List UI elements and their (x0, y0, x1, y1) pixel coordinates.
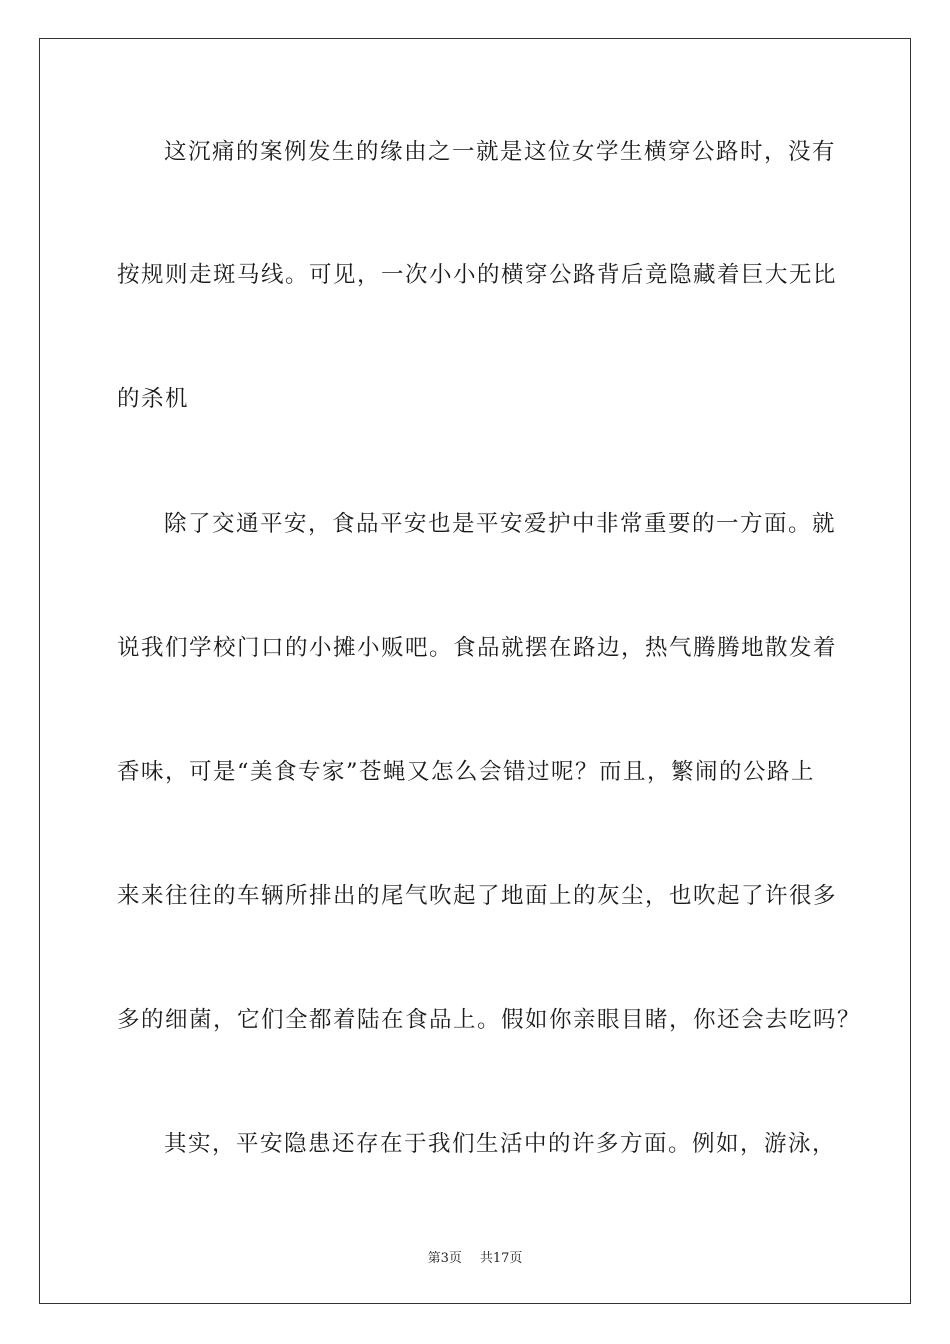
paragraph-line-3: 的杀机 (117, 386, 190, 412)
page-border (39, 38, 911, 1304)
page-footer (0, 1247, 950, 1266)
paragraph-line-9: 其实，平安隐患还存在于我们生活中的许多方面。例如，游泳， (164, 1131, 837, 1157)
paragraph-line-8: 多的细菌，它们全都着陆在食品上。假如你亲眼目睹，你还会去吃吗？ (117, 1007, 862, 1033)
page-number: 第3页 (427, 1251, 462, 1266)
paragraph-line-2: 按规则走斑马线。可见，一次小小的横穿公路背后竟隐藏着巨大无比 (117, 262, 838, 288)
paragraph-line-6: 香味，可是“美食专家”苍蝇又怎么会错过呢？而且，繁闹的公路上 (117, 759, 816, 785)
paragraph-line-7: 来来往往的车辆所排出的尾气吹起了地面上的灰尘，也吹起了许很多 (117, 883, 838, 909)
paragraph-line-1: 这沉痛的案例发生的缘由之一就是这位女学生横穿公路时，没有 (164, 139, 837, 165)
total-pages: 共17页 (479, 1251, 523, 1266)
paragraph-line-5: 说我们学校门口的小摊小贩吧。食品就摆在路边，热气腾腾地散发着 (117, 635, 838, 661)
paragraph-line-4: 除了交通平安，食品平安也是平安爱护中非常重要的一方面。就 (164, 511, 837, 537)
